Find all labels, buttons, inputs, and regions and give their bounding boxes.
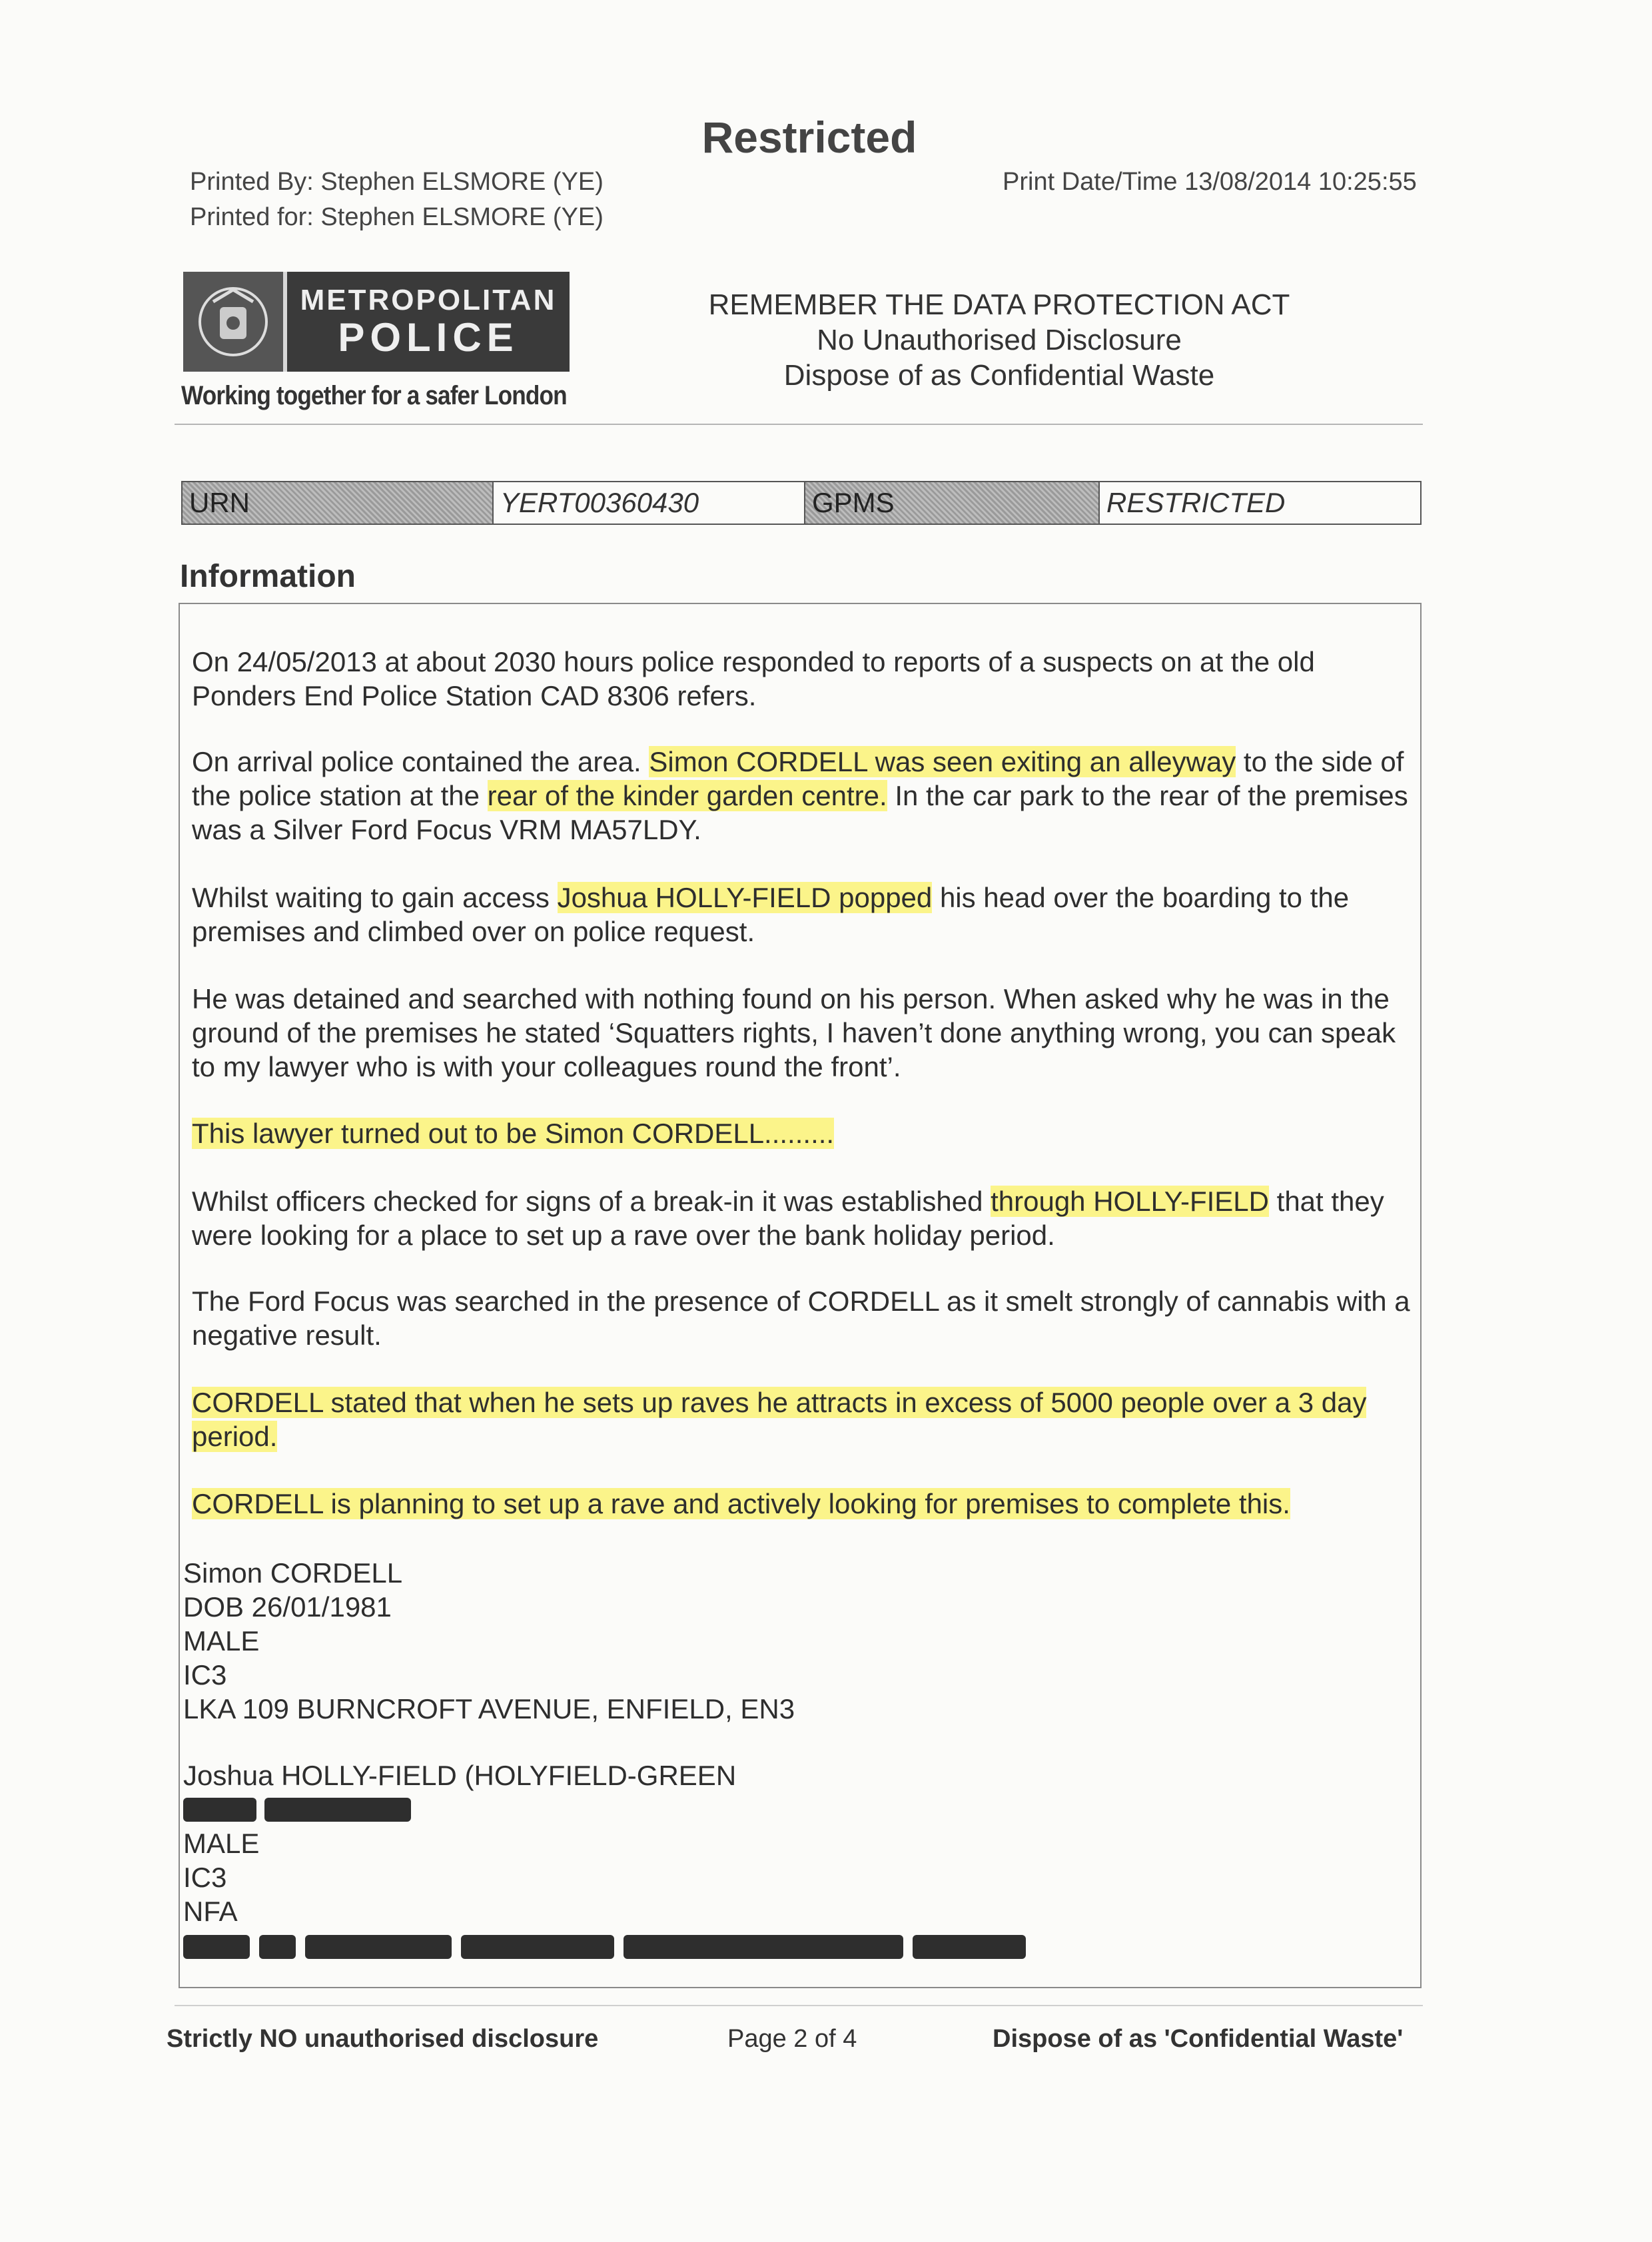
p2-highlight-1: Simon CORDELL was seen exiting an alleyway: [649, 746, 1236, 777]
paragraph-7: The Ford Focus was searched in the presence of CORDELL as it smelt strongly of cannabis with a negative result.: [192, 1286, 1410, 1351]
paragraph-4: He was detained and searched with nothing found on his person. When asked why he was in the ground of the premises he stated ‘Squatters rights, I haven’t done anything wrong, you can speak to my lawyer who is with your colleagues round the front’.: [192, 983, 1396, 1082]
person-1-sex: MALE: [183, 1625, 260, 1657]
logo-line-1: METROPOLITAN: [300, 284, 557, 317]
gpms-label: GPMS: [805, 482, 1098, 524]
person-2-name: Joshua HOLLY-FIELD (HOLYFIELD-GREEN: [183, 1760, 737, 1791]
p2-text-a: On arrival police contained the area.: [192, 746, 649, 777]
redaction-bar: [183, 1798, 256, 1822]
redacted-address: [183, 1928, 1026, 1966]
classification-title: Restricted: [701, 113, 917, 162]
data-protection-notice: [679, 288, 1319, 393]
notice-line-2: No Unauthorised Disclosure: [817, 323, 1182, 356]
redaction-bar: [461, 1935, 614, 1959]
met-police-logo: [183, 272, 570, 372]
p2-highlight-2: rear of the kinder garden centre.: [487, 780, 887, 811]
paragraph-6: [192, 1184, 1411, 1252]
redaction-bar: [913, 1935, 1026, 1959]
p6-text-b: that they were looking for a place to set up a rave over the bank holiday period.: [192, 1186, 1384, 1251]
information-heading: Information: [180, 559, 356, 594]
person-1-code: IC3: [183, 1659, 227, 1690]
paragraph-9: [192, 1487, 1411, 1521]
logo-tagline: Working together for a safer London: [181, 381, 567, 410]
logo-line-2: POLICE: [338, 314, 519, 360]
crest-icon: [183, 272, 287, 372]
notice-line-1: REMEMBER THE DATA PROTECTION ACT: [708, 288, 1290, 321]
person-1-details: [183, 1556, 795, 1726]
p3-highlight: Joshua HOLLY-FIELD popped: [557, 882, 933, 913]
page-number: Page 2 of 4: [727, 2025, 857, 2053]
urn-label: URN: [183, 482, 492, 524]
p2-text-b: to the side of the police station at the: [192, 746, 1404, 811]
p9-highlight: CORDELL is planning to set up a rave and actively looking for premises to complete this.: [192, 1488, 1290, 1519]
reference-row: [181, 481, 1422, 525]
paragraph-5: [192, 1116, 1411, 1150]
person-2-code: IC3: [183, 1862, 227, 1893]
printed-by: Printed By: Stephen ELSMORE (YE): [190, 168, 604, 196]
redaction-bar: [623, 1935, 903, 1959]
urn-value: YERT00360430: [492, 482, 805, 524]
p2-text-c: In the car park to the rear of the premises was a Silver Ford Focus VRM MA57LDY.: [192, 780, 1408, 845]
paragraph-2: [192, 745, 1411, 847]
gpms-value: RESTRICTED: [1098, 482, 1420, 524]
print-datetime: Print Date/Time 13/08/2014 10:25:55: [1003, 168, 1417, 196]
redaction-bar: [259, 1935, 296, 1959]
person-1-dob: DOB 26/01/1981: [183, 1591, 392, 1623]
redaction-bar: [183, 1935, 250, 1959]
p6-highlight: through HOLLY-FIELD: [991, 1186, 1269, 1217]
header-divider: [175, 424, 1423, 425]
footer-right: Dispose of as 'Confidential Waste': [993, 2025, 1404, 2053]
person-2-details: [183, 1758, 1026, 1966]
footer-divider: [175, 2005, 1423, 2006]
paragraph-8: [192, 1385, 1411, 1453]
printed-for: Printed for: Stephen ELSMORE (YE): [190, 203, 604, 231]
paragraph-3: [192, 881, 1411, 948]
footer-left: Strictly NO unauthorised disclosure: [167, 2025, 599, 2053]
person-2-address-status: NFA: [183, 1896, 238, 1927]
redaction-bar: [305, 1935, 452, 1959]
p5-highlight: This lawyer turned out to be Simon CORDELL.........: [192, 1118, 835, 1149]
person-1-name: Simon CORDELL: [183, 1557, 403, 1589]
p3-text-b: his head over the boarding to the premises and climbed over on police request.: [192, 882, 1350, 947]
person-2-sex: MALE: [183, 1828, 260, 1859]
notice-line-3: Dispose of as Confidential Waste: [783, 358, 1215, 392]
p8-highlight: CORDELL stated that when he sets up raves he attracts in excess of 5000 people over a 3 day period.: [192, 1387, 1367, 1452]
p3-text-a: Whilst waiting to gain access: [192, 882, 558, 913]
paragraph-1: On 24/05/2013 at about 2030 hours police responded to reports of a suspects on at the old Ponders End Police Station CAD 8306 refers.: [192, 646, 1315, 711]
p6-text-a: Whilst officers checked for signs of a break-in it was established: [192, 1186, 991, 1217]
redaction-bar: [264, 1798, 411, 1822]
redacted-dob: [183, 1792, 1026, 1826]
person-1-address: LKA 109 BURNCROFT AVENUE, ENFIELD, EN3: [183, 1693, 795, 1724]
